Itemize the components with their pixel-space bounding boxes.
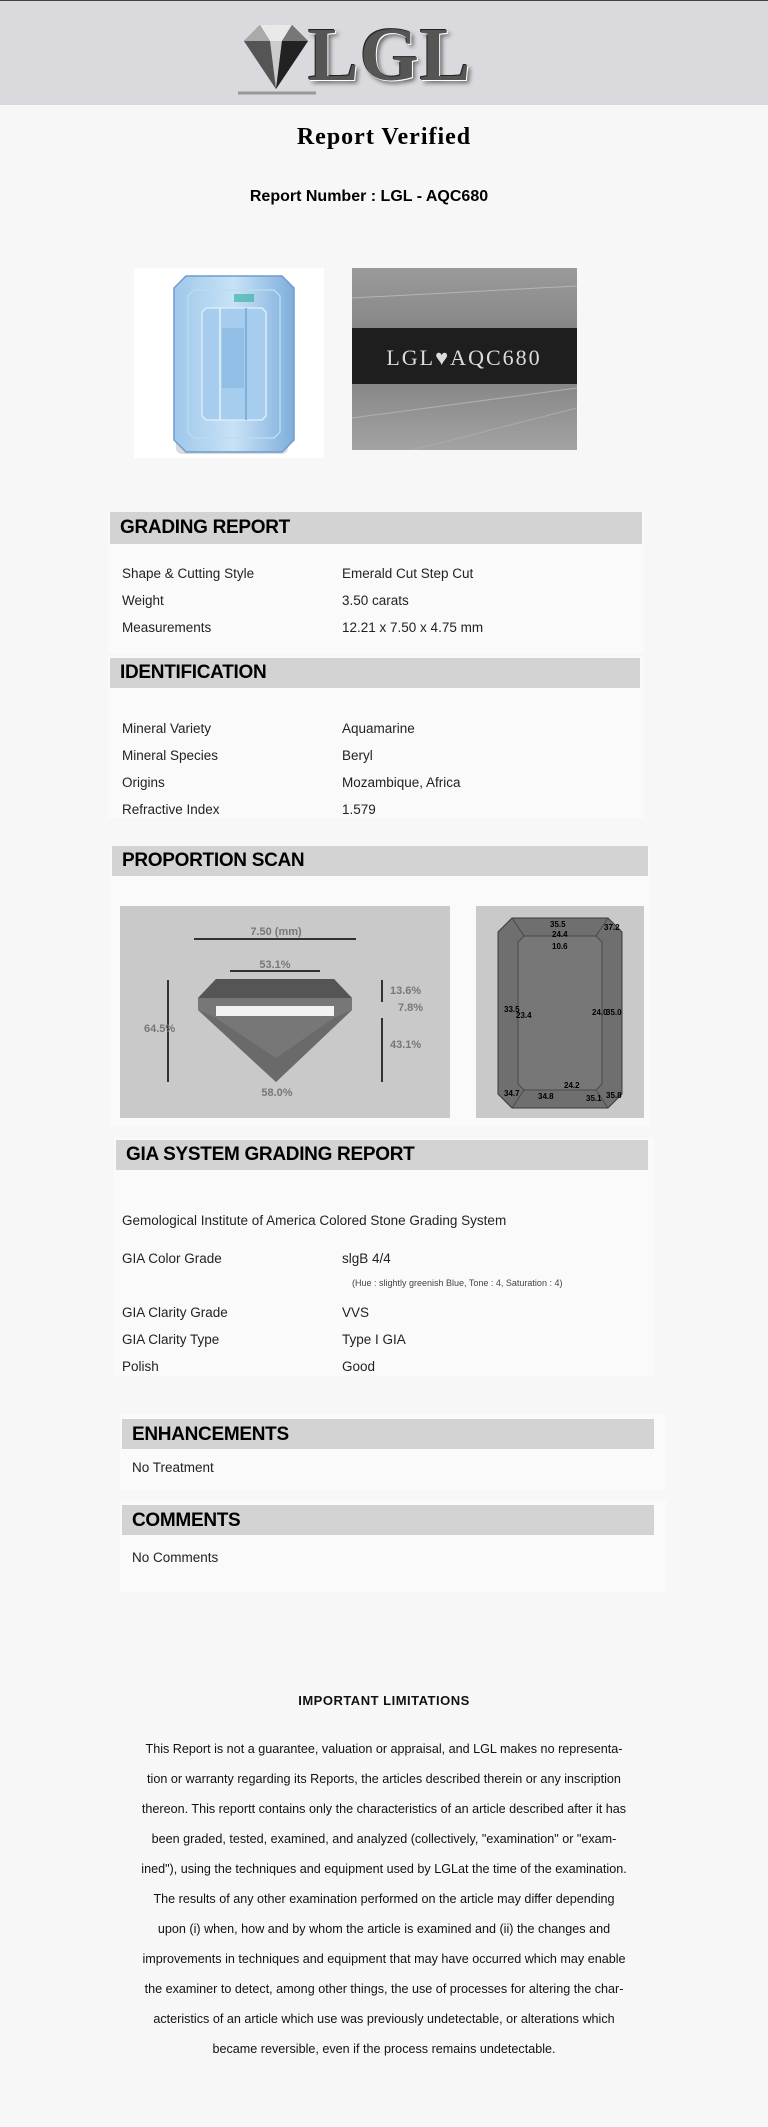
top-value-b1: 34.7 [504, 1089, 520, 1098]
refractive-index-value: 1.579 [342, 802, 376, 817]
width-label: 7.50 (mm) [250, 926, 302, 938]
weight-label: Weight [122, 593, 164, 608]
top-value-m1: 24.2 [564, 1081, 580, 1090]
gia-color-value: slgB 4/4 [342, 1251, 391, 1266]
identification-section [108, 656, 644, 818]
top-value-r1: 24.0 [592, 1008, 608, 1017]
top-value-tr: 37.2 [604, 923, 620, 932]
limitations-line: The results of any other examination performed on the article may differ depending [153, 1892, 615, 1906]
top-value-t1: 35.5 [550, 920, 566, 929]
origins-value: Mozambique, Africa [342, 775, 461, 790]
identification-heading: IDENTIFICATION [110, 658, 640, 688]
depth-label: 64.5% [144, 1023, 176, 1035]
logo-text: LGL [308, 13, 472, 97]
shape-label: Shape & Cutting Style [122, 566, 255, 581]
polish-label: Polish [122, 1359, 159, 1374]
top-view-diagram [476, 906, 644, 1118]
comments-section [120, 1500, 666, 1592]
top-value-l1: 33.5 [504, 1005, 520, 1014]
limitations-line: thereon. This reportt contains only the characteristics of an article described after it has [141, 1802, 627, 1816]
enhancements-section [120, 1414, 666, 1490]
profile-diagram [120, 906, 450, 1118]
gem-photo [134, 268, 324, 458]
limitations-line: improvements in techniques and equipment that may have occurred which may enable [142, 1952, 626, 1966]
header-banner [0, 0, 768, 105]
lgl-logo [230, 15, 490, 95]
limitations-text [114, 1734, 654, 2064]
weight-value: 3.50 carats [342, 593, 409, 608]
mineral-species-value: Beryl [342, 748, 373, 763]
limitations-line: became reversible, even if the process remains undetectable. [212, 2042, 556, 2056]
refractive-index-label: Refractive Index [122, 802, 220, 817]
crown-label: 13.6% [390, 985, 422, 997]
gia-clarity-type-label: GIA Clarity Type [122, 1332, 220, 1347]
enhancements-text: No Treatment [132, 1460, 214, 1475]
top-value-l2: 23.4 [516, 1011, 532, 1020]
gia-system-text: Gemological Institute of America Colored Stone Grading System [122, 1213, 507, 1228]
gia-clarity-grade-value: VVS [342, 1305, 370, 1320]
limitations-heading: IMPORTANT LIMITATIONS [298, 1693, 470, 1708]
origins-label: Origins [122, 775, 165, 790]
limitations-line: acteristics of an article which use was previously undetectable, or alterations which [153, 2012, 615, 2026]
page-title: Report Verified [296, 124, 472, 150]
limitations-line: ined"), using the techniques and equipment used by LGLat the time of the examination. [141, 1862, 627, 1876]
inscription-photo [352, 268, 577, 450]
mineral-species-label: Mineral Species [122, 748, 219, 763]
gia-color-label: GIA Color Grade [122, 1251, 222, 1266]
limitations-line: This Report is not a guarantee, valuation or appraisal, and LGL makes no representa- [145, 1742, 623, 1756]
report-number: Report Number : LGL - AQC680 [249, 188, 489, 205]
top-value-t3: 10.6 [552, 942, 568, 951]
polish-value: Good [342, 1359, 376, 1374]
top-value-t2: 24.4 [552, 930, 568, 939]
inscription-text: LGL♥AQC680 [386, 345, 542, 370]
top-value-b3: 35.1 [586, 1094, 602, 1103]
top-value-b2: 34.8 [538, 1092, 554, 1101]
gia-clarity-type-value: Type I GIA [342, 1332, 406, 1347]
table-label: 53.1% [259, 959, 291, 971]
grading-report-heading: GRADING REPORT [110, 512, 642, 544]
limitations-line: the examiner to detect, among other things, the use of processes for altering the char- [144, 1982, 624, 1996]
girdle-label: 7.8% [398, 1002, 424, 1014]
pavilion-label: 43.1% [390, 1039, 422, 1051]
limitations-line: been graded, tested, examined, and analyzed (collectively, "examination" or "exam- [151, 1832, 617, 1846]
comments-text: No Comments [132, 1550, 219, 1565]
comments-heading: COMMENTS [122, 1505, 654, 1535]
measurements-value: 12.21 x 7.50 x 4.75 mm [342, 620, 484, 635]
top-value-r2: 35.0 [606, 1008, 622, 1017]
measurements-label: Measurements [122, 620, 212, 635]
limitations-line: tion or warranty regarding its Reports, the articles described therein or any inscription [147, 1772, 621, 1786]
proportion-scan-heading: PROPORTION SCAN [112, 846, 648, 876]
gia-color-note: (Hue : slightly greenish Blue, Tone : 4, Saturation : 4) [352, 1278, 563, 1288]
top-value-b4: 35.8 [606, 1091, 622, 1100]
enhancements-heading: ENHANCEMENTS [122, 1419, 654, 1449]
gia-clarity-grade-label: GIA Clarity Grade [122, 1305, 228, 1320]
limitations-line: upon (i) when, how and by whom the article is examined and (ii) the changes and [157, 1922, 611, 1936]
mineral-variety-value: Aquamarine [342, 721, 415, 736]
shape-value: Emerald Cut Step Cut [342, 566, 474, 581]
gia-heading: GIA SYSTEM GRADING REPORT [116, 1140, 648, 1170]
mineral-variety-label: Mineral Variety [122, 721, 212, 736]
diamond-icon [230, 19, 320, 95]
culet-label: 58.0% [261, 1087, 293, 1099]
